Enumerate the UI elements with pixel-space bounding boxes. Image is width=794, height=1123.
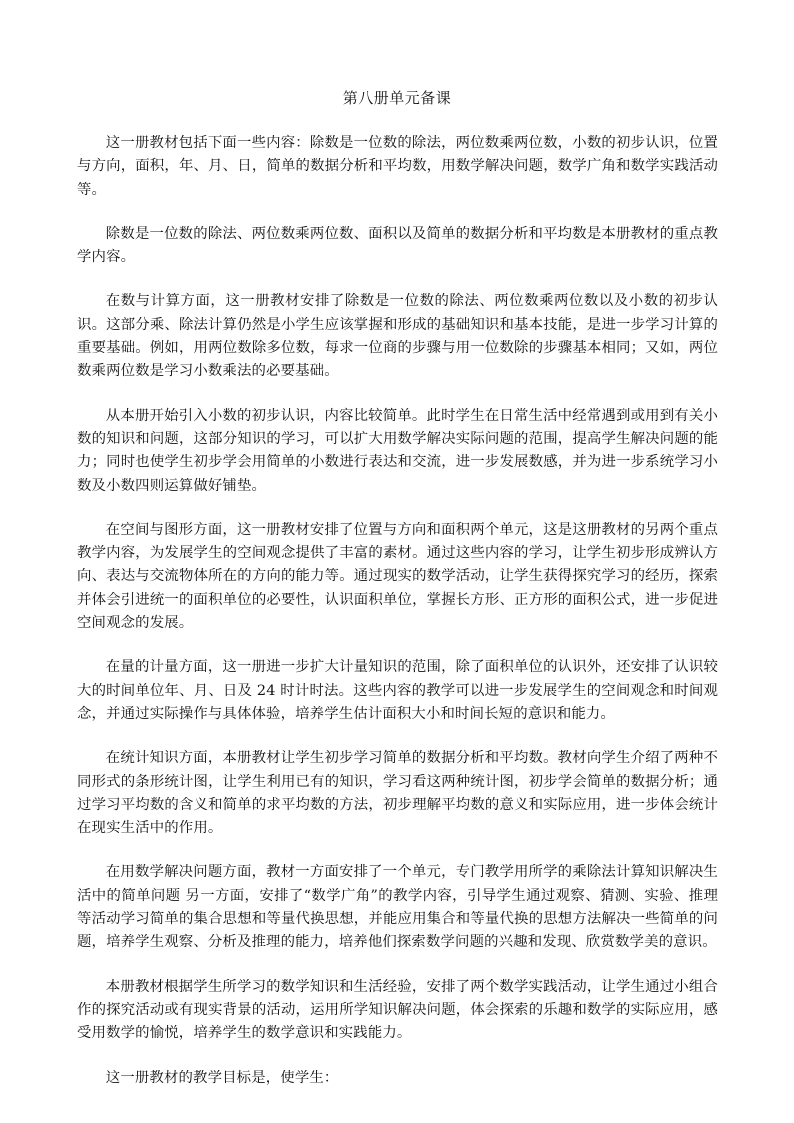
- paragraph-10: 这一册教材的教学目标是，使学生：: [105, 1069, 339, 1086]
- paragraph-1: 这一册教材包括下面一些内容：除数是一位数的除法，两位数乘两位数，小数的初步认识，位置与方向，面积，年、月、日，简单的数据分析和平均数，用数学解决问题，数学广角和数学实践活动等。: [77, 135, 718, 198]
- page-title: 第八册单元备课: [342, 89, 452, 107]
- paragraph-8: 在用数学解决问题方面，教材一方面安排了一个单元，专门教学用所学的乘除法计算知识解决生活中的简单问题 另一方面，安排了“数学广角”的教学内容，引导学生通过观察、猜测、实验、推理等活动学习简单的集合思想和等量代换思想，并能应用集合和等量代换的思想方法解决一些简单的问题，培养学生观察、分析及推理的能力，培养他们探索数学问题的兴趣和发现、欣赏数学美的意识。: [77, 864, 718, 951]
- paragraph-3: 在数与计算方面，这一册教材安排了除数是一位数的除法、两位数乘两位数以及小数的初步认识。这部分乘、除法计算仍然是小学生应该掌握和形成的基础知识和基本技能，是进一步学习计算的重要基础。例如，用两位数除多位数，每求一位商的步骤与用一位数除的步骤基本相同；又如，两位数乘两位数是学习小数乘法的必要基础。: [77, 293, 718, 380]
- paragraph-4: 从本册开始引入小数的初步认识，内容比较简单。此时学生在日常生活中经常遇到或用到有关小数的知识和问题，这部分知识的学习，可以扩大用数学解决实际问题的范围，提高学生解决问题的能力；同时也使学生初步学会用简单的小数进行表达和交流，进一步发展数感，并为进一步系统学习小数及小数四则运算做好铺垫。: [77, 407, 718, 494]
- paragraph-9: 本册教材根据学生所学习的数学知识和生活经验，安排了两个数学实践活动，让学生通过小组合作的探究活动或有现实背景的活动，运用所学知识解决问题，体会探索的乐趣和数学的实际应用，感受用数学的愉悦，培养学生的数学意识和实践能力。: [77, 978, 718, 1042]
- paragraph-6: 在量的计量方面，这一册进一步扩大计量知识的范围，除了面积单位的认识外，还安排了认识较大的时间单位年、月、日及 24 时计时法。这些内容的教学可以进一步发展学生的空间观念和时间观念，并通过实际操作与具体体验，培养学生估计面积大小和时间长短的意识和能力。: [77, 659, 718, 722]
- paragraph-2: 除数是一位数的除法、两位数乘两位数、面积以及简单的数据分析和平均数是本册教材的重点教学内容。: [77, 225, 718, 266]
- paragraph-5: 在空间与图形方面，这一册教材安排了位置与方向和面积两个单元，这是这册教材的另两个重点教学内容，为发展学生的空间观念提供了丰富的素材。通过这些内容的学习，让学生初步形成辨认方向、表达与交流物体所在的方向的能力等。通过现实的数学活动，让学生获得探究学习的经历，探索并体会引进统一的面积单位的必要性，认识面积单位，掌握长方形、正方形的面积公式，进一步促进空间观念的发展。: [77, 521, 718, 632]
- paragraph-7: 在统计知识方面，本册教材让学生初步学习简单的数据分析和平均数。教材向学生介绍了两种不同形式的条形统计图，让学生利用已有的知识，学习看这两种统计图，初步学会简单的数据分析；通过学习平均数的含义和简单的求平均数的方法，初步理解平均数的意义和实际应用，进一步体会统计在现实生活中的作用。: [77, 750, 718, 837]
- document-body: [77, 132, 718, 1111]
